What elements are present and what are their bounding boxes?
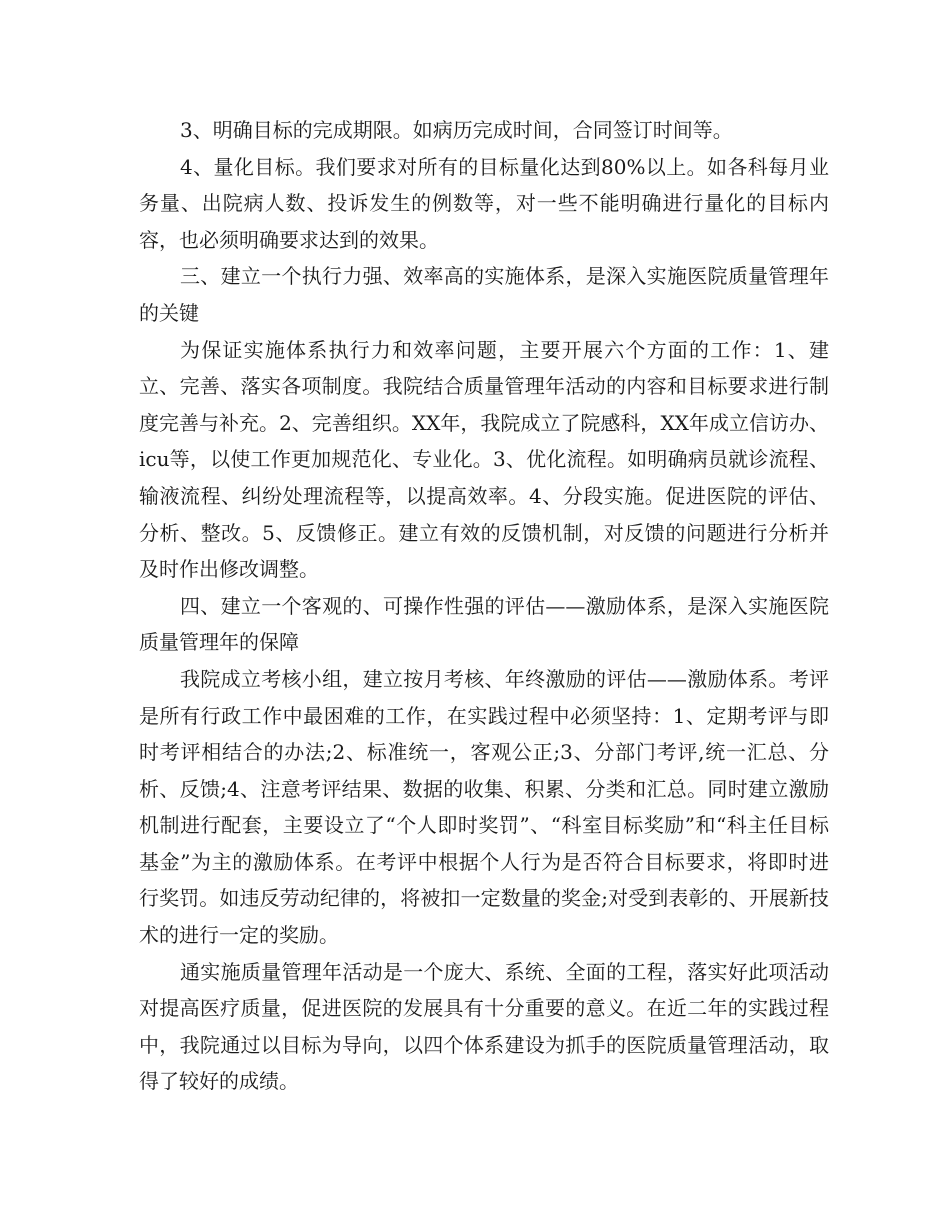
section-heading-four: 四、建立一个客观的、可操作性强的评估——激励体系，是深入实施医院质量管理年的保障 bbox=[139, 593, 829, 655]
section-heading-three: 三、建立一个执行力强、效率高的实施体系，是深入实施医院质量管理年的关键 bbox=[139, 264, 829, 325]
paragraph-deadline: 3、明确目标的完成期限。如病历完成时间，合同签订时间等。 bbox=[180, 118, 733, 142]
paragraph-quantify: 4、量化目标。我们要求对所有的目标量化达到80%以上。如各科每月业务量、出院病人数、投诉发生的例数等，对一些不能明确进行量化的目标内容，也必须明确要求达到的效果。 bbox=[139, 154, 829, 252]
document-body bbox=[139, 112, 829, 1100]
paragraph-conclusion: 通实施质量管理年活动是一个庞大、系统、全面的工程，落实好此项活动对提高医疗质量，促进医院的发展具有十分重要的意义。在近二年的实践过程中，我院通过以目标为导向，以四个体系建设为抓手的医院质量管理活动，取得了较好的成绩。 bbox=[139, 959, 829, 1094]
paragraph-evaluation: 我院成立考核小组，建立按月考核、年终激励的评估——激励体系。考评是所有行政工作中最困难的工作，在实践过程中必须坚持：1、定期考评与即时考评相结合的办法;2、标准统一，客观公正;3、分部门考评,统一汇总、分析、反馈;4、注意考评结果、数据的收集、积累、分类和汇总。同时建立激励机制进行配套，主要设立了“个人即时奖罚”、“科室目标奖励”和“科主任目标基金”为主的激励体系。在考评中根据个人行为是否符合目标要求，将即时进行奖罚。如违反劳动纪律的，将被扣一定数量的奖金;对受到表彰的、开展新技术的进行一定的奖励。 bbox=[139, 666, 829, 948]
paragraph-implementation: 为保证实施体系执行力和效率问题，主要开展六个方面的工作：1、建立、完善、落实各项制度。我院结合质量管理年活动的内容和目标要求进行制度完善与补充。2、完善组织。XX年，我院成立了院感科，XX年成立信访办、icu等，以使工作更加规范化、专业化。3、优化流程。如明确病员就诊流程、输液流程、纠纷处理流程等，以提高效率。4、分段实施。促进医院的评估、分析、整改。5、反馈修正。建立有效的反馈机制，对反馈的问题进行分析并及时作出修改调整。 bbox=[139, 337, 829, 582]
